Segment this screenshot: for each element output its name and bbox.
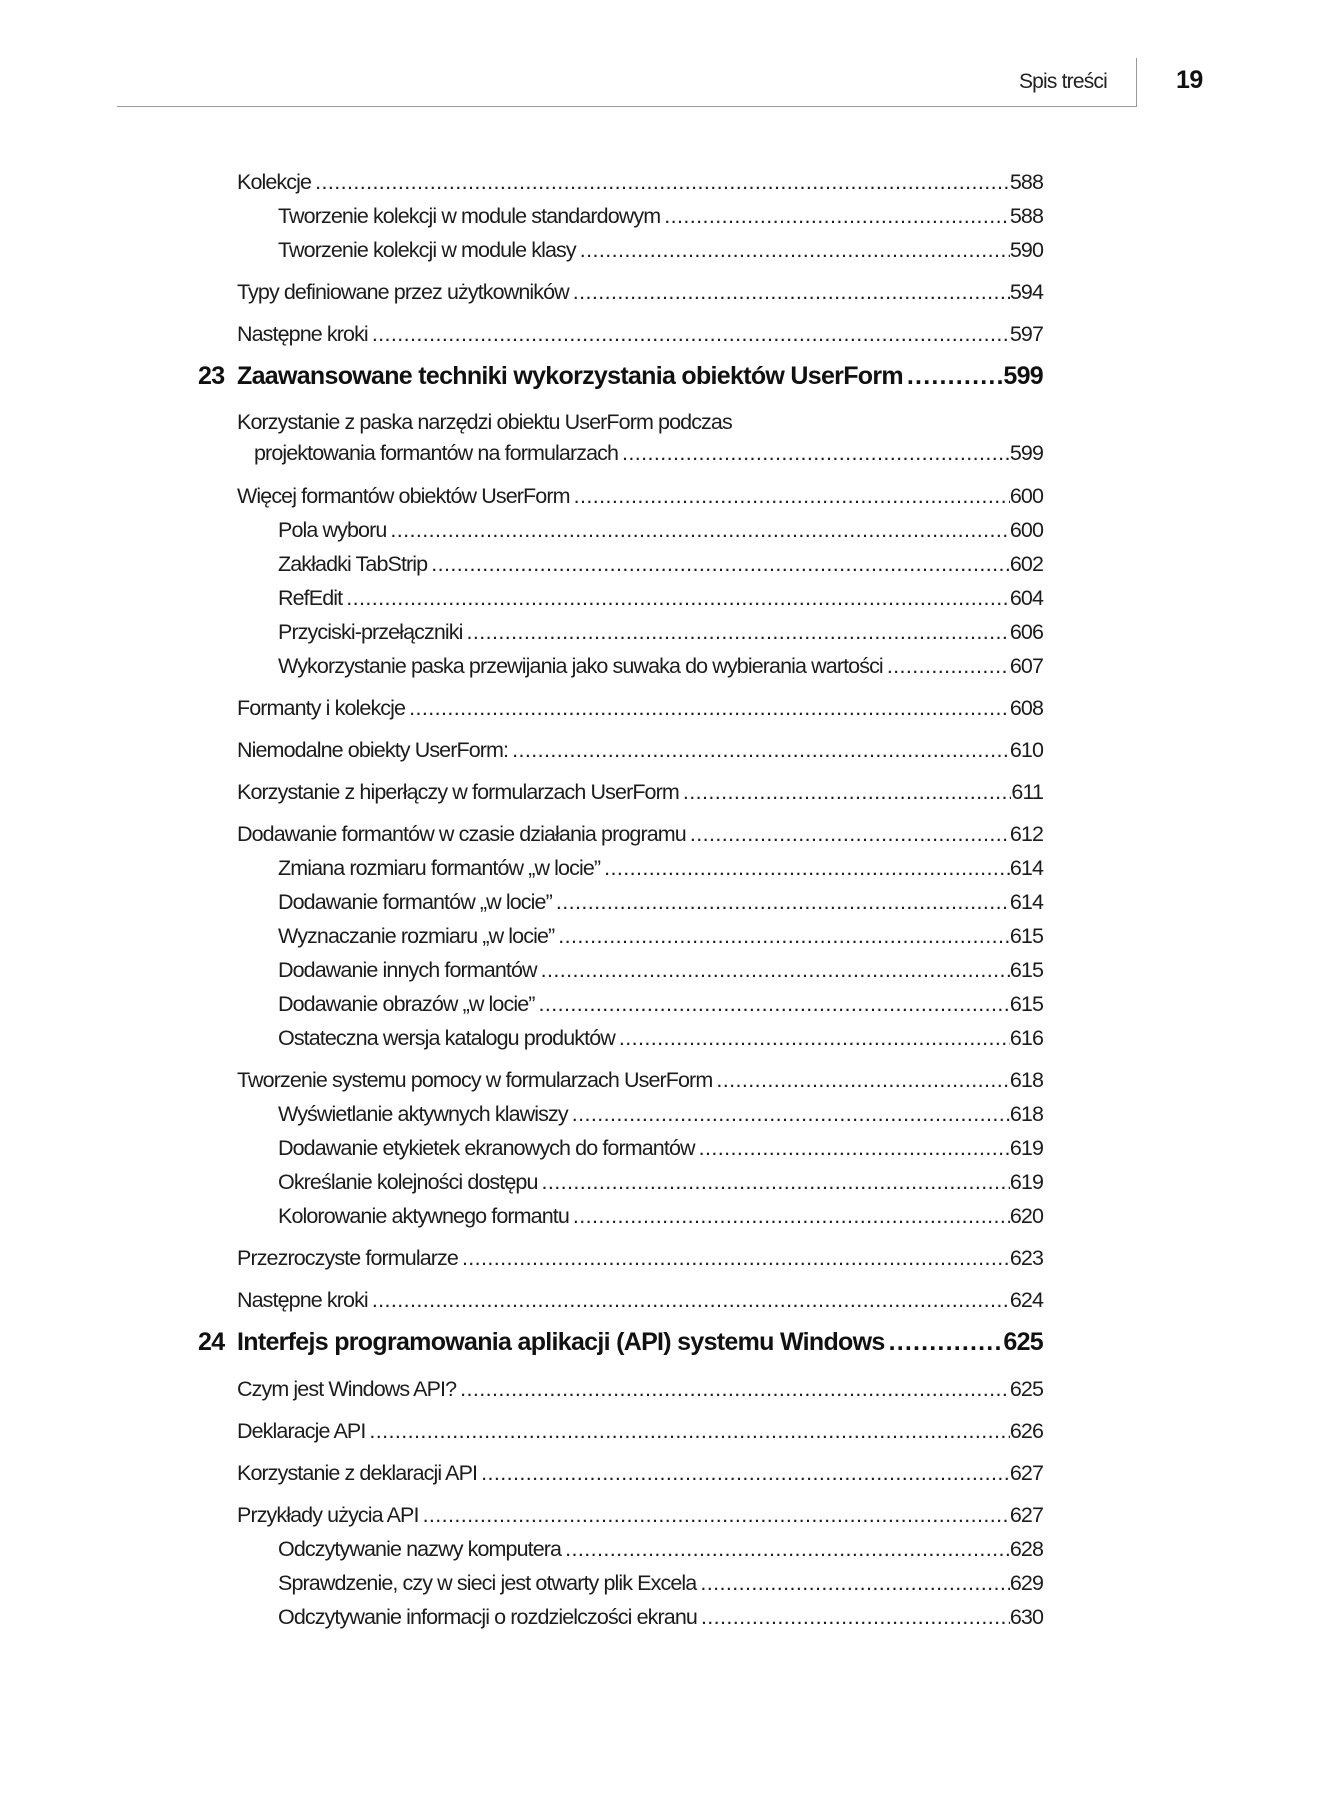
toc-entry-page: 625 [1009, 1377, 1043, 1401]
dot-leader [619, 1026, 1010, 1051]
toc-entry [278, 1026, 1043, 1051]
dot-leader [700, 1571, 1010, 1596]
dot-leader [574, 484, 1010, 509]
toc-entry-title: projektowania formantów na formularzach [254, 441, 619, 465]
toc-entry-title: RefEdit [278, 586, 343, 610]
toc-entry-title: Pola wyboru [278, 518, 387, 542]
toc-entry-page: 604 [1009, 586, 1043, 610]
toc-entry [278, 1537, 1043, 1562]
toc-entry-page: 610 [1009, 738, 1043, 762]
toc-entry [237, 484, 1043, 509]
toc-entry-page: 611 [1011, 780, 1043, 804]
toc-entry-page: 627 [1009, 1461, 1043, 1485]
dot-leader [572, 1102, 1010, 1127]
toc-entry-page: 626 [1009, 1419, 1043, 1443]
toc-entry-title: Następne kroki [237, 1288, 368, 1312]
toc-entry-page: 623 [1009, 1246, 1043, 1270]
toc-entry-title: Zmiana rozmiaru formantów „w locie” [278, 856, 601, 880]
toc-entry [237, 280, 1043, 305]
dot-leader [409, 696, 1010, 721]
dot-leader [889, 1328, 1004, 1357]
toc-entry-page: 620 [1009, 1204, 1043, 1228]
dot-leader [556, 890, 1010, 915]
dot-leader [512, 738, 1010, 763]
toc-entry-title: Zakładki TabStrip [278, 552, 428, 576]
toc-entry-title: Dodawanie formantów w czasie działania programu [237, 822, 686, 846]
toc-entry-page: 588 [1009, 170, 1043, 194]
toc-entry [278, 204, 1043, 229]
dot-leader [573, 1204, 1010, 1229]
toc-entry-title: Przezroczyste formularze [237, 1246, 458, 1270]
toc-entry [237, 822, 1043, 847]
dot-leader [580, 238, 1010, 263]
toc-entry [278, 1102, 1043, 1127]
chapter-title: Interfejs programowania aplikacji (API) systemu Windows [237, 1328, 885, 1356]
section-name: Spis treści [1018, 70, 1107, 93]
toc-entry-page: 616 [1009, 1026, 1043, 1050]
toc-entry-page: 602 [1009, 552, 1043, 576]
chapter-page: 599 [1003, 362, 1043, 390]
dot-leader [481, 1461, 1010, 1486]
toc-entry [278, 1571, 1043, 1596]
dot-leader [683, 780, 1012, 805]
toc-entry-title: Dodawanie etykietek ekranowych do formantów [278, 1136, 695, 1160]
toc-entry-title: Więcej formantów obiektów UserForm [237, 484, 570, 508]
dot-leader [664, 204, 1010, 229]
toc-entry-page: 630 [1009, 1605, 1043, 1629]
toc-entry-title: Tworzenie kolekcji w module standardowym [278, 204, 661, 228]
dot-leader [907, 362, 1003, 391]
toc-entry [237, 1461, 1043, 1486]
toc-entry-title: Korzystanie z hiperłączy w formularzach UserForm [237, 780, 679, 804]
dot-leader [423, 1503, 1010, 1528]
dot-leader [369, 1419, 1009, 1444]
dot-leader [539, 992, 1010, 1017]
toc-chapter-23 [198, 362, 1043, 391]
toc-entry-page: 614 [1009, 856, 1043, 880]
toc-entry-page: 607 [1009, 654, 1043, 678]
toc-entry [254, 441, 1043, 466]
toc-entry-title: Wykorzystanie paska przewijania jako suwaka do wybierania wartości [278, 654, 883, 678]
toc-entry [237, 1246, 1043, 1271]
toc-entry [278, 586, 1043, 611]
chapter-page: 625 [1003, 1328, 1043, 1356]
page-number: 19 [1176, 66, 1203, 94]
toc-entry-title: Kolorowanie aktywnego formantu [278, 1204, 569, 1228]
toc-entry-page: 588 [1009, 204, 1043, 228]
toc-entry [278, 856, 1043, 881]
toc-entry-title: Wyświetlanie aktywnych klawiszy [278, 1102, 568, 1126]
toc-entry [278, 654, 1043, 679]
dot-leader [887, 654, 1010, 679]
toc-entry [278, 238, 1043, 263]
dot-leader [565, 1537, 1010, 1562]
dot-leader [622, 441, 1010, 466]
toc-entry-title: Odczytywanie nazwy komputera [278, 1537, 562, 1561]
dot-leader [372, 322, 1010, 347]
toc-entry-title: Ostateczna wersja katalogu produktów [278, 1026, 615, 1050]
toc-entry [278, 1170, 1043, 1195]
toc-entry-title: Formanty i kolekcje [237, 696, 406, 720]
toc-entry [237, 1419, 1043, 1444]
dot-leader [558, 924, 1010, 949]
toc-entry-page: 619 [1009, 1170, 1043, 1194]
toc-entry-title: Tworzenie systemu pomocy w formularzach UserForm [237, 1068, 713, 1092]
toc-entry-title: Wyznaczanie rozmiaru „w locie” [278, 924, 555, 948]
chapter-title: Zaawansowane techniki wykorzystania obiektów UserForm [237, 362, 903, 390]
toc-entry [237, 696, 1043, 721]
toc-entry-page: 594 [1009, 280, 1043, 304]
toc-entry-page: 615 [1009, 958, 1043, 982]
toc-entry [278, 1136, 1043, 1161]
toc-entry-page: 624 [1009, 1288, 1043, 1312]
dot-leader [460, 1377, 1010, 1402]
toc-entry-page: 618 [1009, 1068, 1043, 1092]
toc-entry [237, 738, 1043, 763]
dot-leader [542, 1170, 1010, 1195]
toc-entry-page: 600 [1009, 518, 1043, 542]
toc-entry-page: 618 [1009, 1102, 1043, 1126]
toc-entry-title: Kolekcje [237, 170, 312, 194]
toc-entry-page: 615 [1009, 924, 1043, 948]
toc-entry-title: Tworzenie kolekcji w module klasy [278, 238, 576, 262]
dot-leader [346, 586, 1010, 611]
toc-entry-title: Określanie kolejności dostępu [278, 1170, 538, 1194]
toc-entry-title: Dodawanie obrazów „w locie” [278, 992, 535, 1016]
toc-entry [278, 1204, 1043, 1229]
toc-entry [237, 1288, 1043, 1313]
toc-entry [278, 992, 1043, 1017]
toc-entry-page: 615 [1009, 992, 1043, 1016]
toc-entry [278, 620, 1043, 645]
toc-entry-page: 606 [1009, 620, 1043, 644]
toc-entry-title: Sprawdzenie, czy w sieci jest otwarty plik Excela [278, 1571, 697, 1595]
toc-entry [278, 552, 1043, 577]
toc-entry [237, 1068, 1043, 1093]
dot-leader [390, 518, 1009, 543]
toc-entry-title: Korzystanie z deklaracji API [237, 1461, 478, 1485]
toc-entry-page: 628 [1009, 1537, 1043, 1561]
dot-leader [699, 1136, 1010, 1161]
dot-leader [462, 1246, 1010, 1271]
toc-entry-page: 608 [1009, 696, 1043, 720]
toc-entry [237, 1503, 1043, 1528]
dot-leader [604, 856, 1010, 881]
toc-entry [278, 890, 1043, 915]
toc-entry-title: Następne kroki [237, 322, 368, 346]
toc-entry [278, 958, 1043, 983]
toc-entry-title: Dodawanie innych formantów [278, 958, 537, 982]
toc-entry-title: Przyciski-przełączniki [278, 620, 463, 644]
toc-entry-page: 612 [1009, 822, 1043, 846]
dot-leader [701, 1605, 1010, 1630]
toc-entry [237, 170, 1043, 195]
dot-leader [690, 822, 1010, 847]
toc-entry [237, 780, 1043, 805]
toc-entry-title: Deklaracje API [237, 1419, 366, 1443]
toc-entry-page: 619 [1009, 1136, 1043, 1160]
toc-entry-title: Czym jest Windows API? [237, 1377, 457, 1401]
dot-leader [716, 1068, 1009, 1093]
toc-chapter-24 [198, 1328, 1043, 1357]
dot-leader [315, 170, 1010, 195]
toc-entry-page: 597 [1009, 322, 1043, 346]
dot-leader [431, 552, 1010, 577]
toc-entry-title: Odczytywanie informacji o rozdzielczości ekranu [278, 1605, 697, 1629]
dot-leader [573, 280, 1010, 305]
dot-leader [466, 620, 1009, 645]
toc-entry-page: 600 [1009, 484, 1043, 508]
toc-entry-page: 590 [1009, 238, 1043, 262]
toc-entry-title: Dodawanie formantów „w locie” [278, 890, 552, 914]
toc-entry [278, 1605, 1043, 1630]
toc-entry-page: 627 [1009, 1503, 1043, 1527]
toc-entry [278, 924, 1043, 949]
toc-entry-page: 599 [1009, 441, 1043, 465]
toc-entry-title: Typy definiowane przez użytkowników [237, 280, 569, 304]
toc-entry [237, 1377, 1043, 1402]
toc-entry-title: Niemodalne obiekty UserForm: [237, 738, 509, 762]
toc-entry-title-line1: Korzystanie z paska narzędzi obiektu UserForm podczas [237, 410, 732, 434]
dot-leader [372, 1288, 1010, 1313]
chapter-number: 23 [198, 362, 225, 390]
chapter-number: 24 [198, 1328, 225, 1356]
toc-entry [237, 322, 1043, 347]
toc-entry-title: Przykłady użycia API [237, 1503, 419, 1527]
toc-entry-page: 629 [1009, 1571, 1043, 1595]
toc-entry [278, 518, 1043, 543]
dot-leader [541, 958, 1010, 983]
toc-entry-page: 614 [1009, 890, 1043, 914]
